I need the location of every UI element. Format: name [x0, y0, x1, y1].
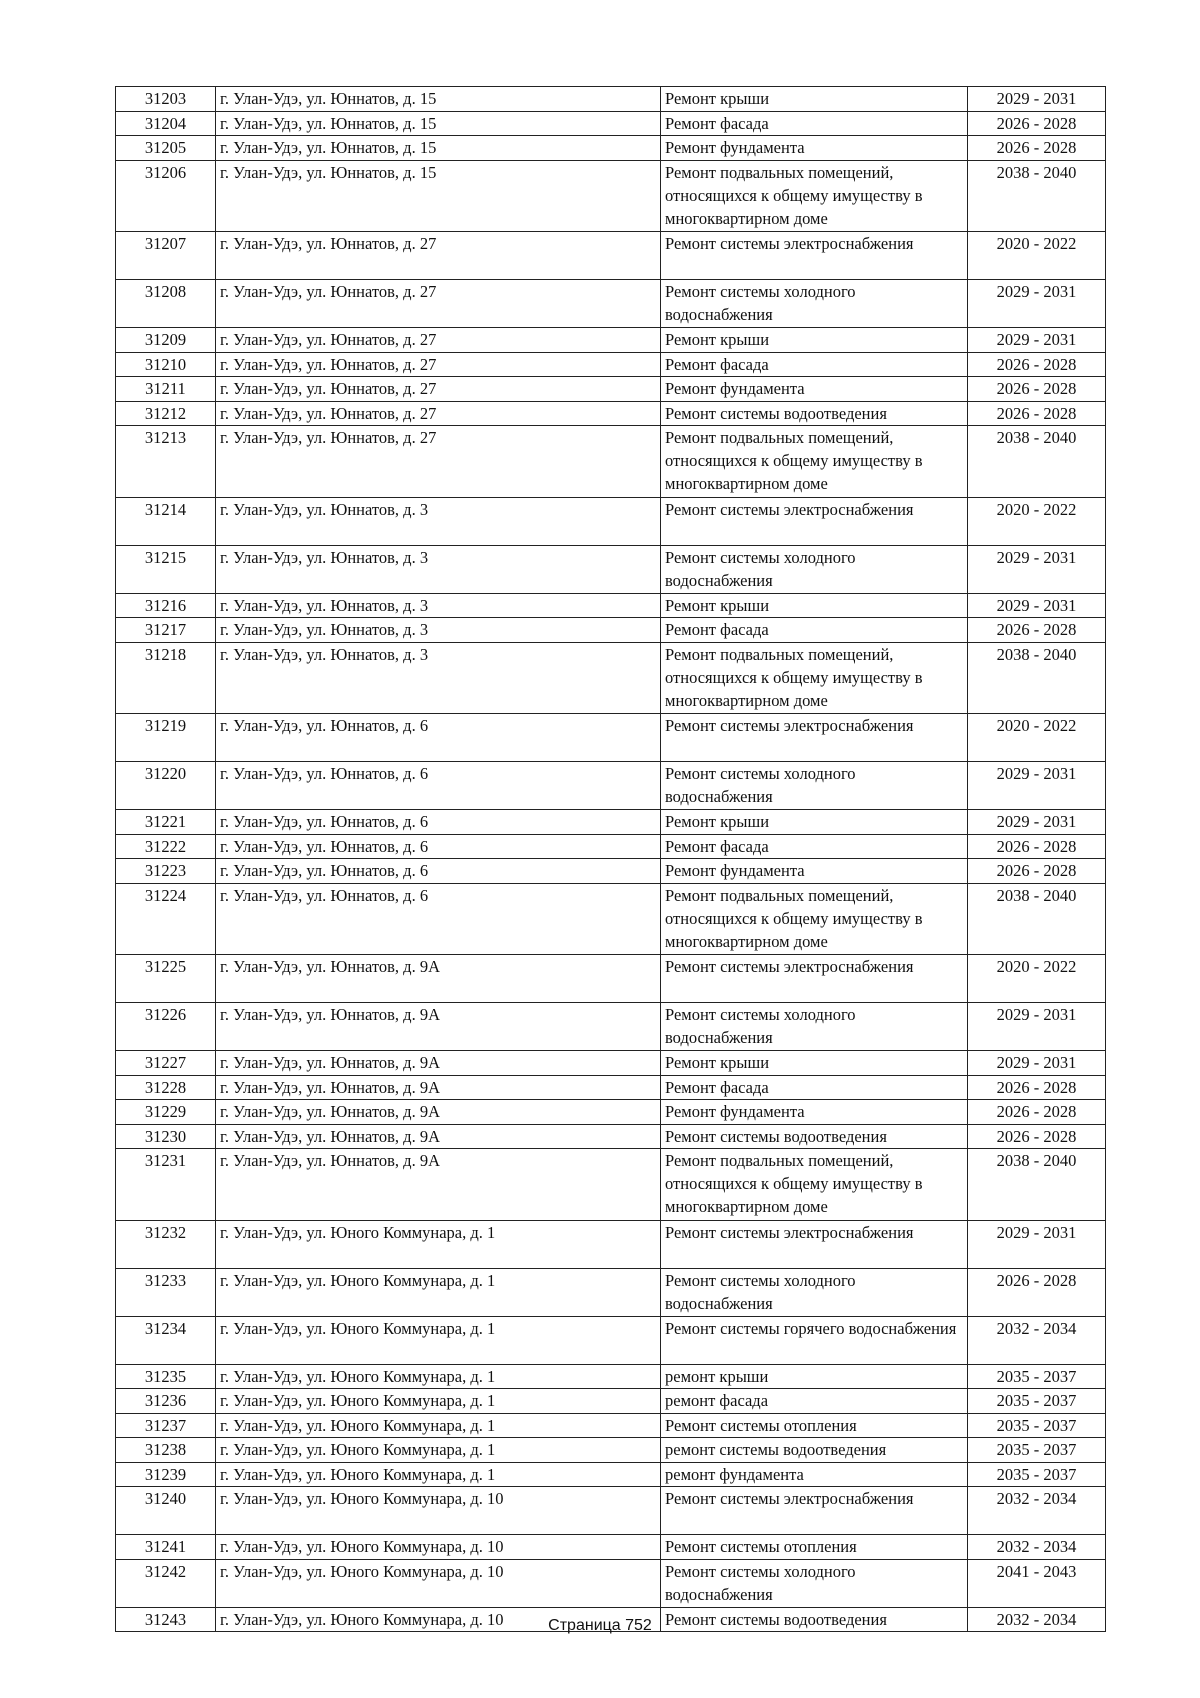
table-row	[116, 762, 1106, 810]
row-number-cell: 31229	[116, 1100, 216, 1125]
work-type-cell: Ремонт системы отопления	[661, 1535, 968, 1560]
row-number-cell: 31208	[116, 280, 216, 328]
table-row	[116, 1075, 1106, 1100]
row-number-cell: 31242	[116, 1559, 216, 1607]
period-cell: 2026 - 2028	[968, 834, 1106, 859]
table-row	[116, 136, 1106, 161]
row-number-cell: 31206	[116, 160, 216, 232]
work-type-cell: ремонт системы водоотведения	[661, 1438, 968, 1463]
address-cell: г. Улан-Удэ, ул. Юннатов, д. 9А	[216, 1003, 661, 1051]
period-cell: 2035 - 2037	[968, 1462, 1106, 1487]
address-cell: г. Улан-Удэ, ул. Юннатов, д. 9А	[216, 955, 661, 1003]
address-cell: г. Улан-Удэ, ул. Юного Коммунара, д. 1	[216, 1438, 661, 1463]
work-type-cell: ремонт крыши	[661, 1364, 968, 1389]
work-type-cell: Ремонт крыши	[661, 810, 968, 835]
address-cell: г. Улан-Удэ, ул. Юннатов, д. 3	[216, 497, 661, 545]
row-number-cell: 31224	[116, 883, 216, 955]
address-cell: г. Улан-Удэ, ул. Юннатов, д. 15	[216, 136, 661, 161]
address-cell: г. Улан-Удэ, ул. Юннатов, д. 9А	[216, 1100, 661, 1125]
row-number-cell: 31232	[116, 1220, 216, 1268]
row-number-cell: 31214	[116, 497, 216, 545]
address-cell: г. Улан-Удэ, ул. Юннатов, д. 27	[216, 232, 661, 280]
row-number-cell: 31222	[116, 834, 216, 859]
period-cell: 2026 - 2028	[968, 352, 1106, 377]
address-cell: г. Улан-Удэ, ул. Юннатов, д. 15	[216, 160, 661, 232]
period-cell: 2026 - 2028	[968, 1100, 1106, 1125]
work-type-cell: Ремонт крыши	[661, 1051, 968, 1076]
address-cell: г. Улан-Удэ, ул. Юннатов, д. 3	[216, 545, 661, 593]
row-number-cell: 31234	[116, 1316, 216, 1364]
period-cell: 2035 - 2037	[968, 1413, 1106, 1438]
table-row	[116, 642, 1106, 714]
table-row	[116, 352, 1106, 377]
row-number-cell: 31213	[116, 426, 216, 498]
address-cell: г. Улан-Удэ, ул. Юннатов, д. 3	[216, 618, 661, 643]
row-number-cell: 31216	[116, 593, 216, 618]
table-row	[116, 834, 1106, 859]
row-number-cell: 31240	[116, 1487, 216, 1535]
table-row	[116, 280, 1106, 328]
row-number-cell: 31230	[116, 1124, 216, 1149]
work-type-cell: ремонт фасада	[661, 1389, 968, 1414]
table-row	[116, 1462, 1106, 1487]
address-cell: г. Улан-Удэ, ул. Юннатов, д. 6	[216, 714, 661, 762]
row-number-cell: 31237	[116, 1413, 216, 1438]
work-type-cell: Ремонт крыши	[661, 593, 968, 618]
address-cell: г. Улан-Удэ, ул. Юного Коммунара, д. 1	[216, 1389, 661, 1414]
address-cell: г. Улан-Удэ, ул. Юннатов, д. 3	[216, 593, 661, 618]
row-number-cell: 31241	[116, 1535, 216, 1560]
address-cell: г. Улан-Удэ, ул. Юного Коммунара, д. 1	[216, 1462, 661, 1487]
work-type-cell: Ремонт системы холодного водоснабжения	[661, 1268, 968, 1316]
work-type-cell: Ремонт подвальных помещений, относящихся к общему имуществу в многоквартирном доме	[661, 883, 968, 955]
table-row	[116, 232, 1106, 280]
table-row	[116, 111, 1106, 136]
work-type-cell: Ремонт крыши	[661, 328, 968, 353]
table-row	[116, 1149, 1106, 1221]
address-cell: г. Улан-Удэ, ул. Юннатов, д. 6	[216, 883, 661, 955]
period-cell: 2026 - 2028	[968, 618, 1106, 643]
address-cell: г. Улан-Удэ, ул. Юннатов, д. 6	[216, 762, 661, 810]
row-number-cell: 31235	[116, 1364, 216, 1389]
period-cell: 2026 - 2028	[968, 111, 1106, 136]
address-cell: г. Улан-Удэ, ул. Юннатов, д. 27	[216, 352, 661, 377]
work-type-cell: Ремонт системы электроснабжения	[661, 1220, 968, 1268]
period-cell: 2038 - 2040	[968, 883, 1106, 955]
period-cell: 2026 - 2028	[968, 401, 1106, 426]
period-cell: 2032 - 2034	[968, 1535, 1106, 1560]
work-type-cell: Ремонт фасада	[661, 352, 968, 377]
period-cell: 2029 - 2031	[968, 328, 1106, 353]
table-row	[116, 1559, 1106, 1607]
row-number-cell: 31239	[116, 1462, 216, 1487]
work-type-cell: Ремонт системы электроснабжения	[661, 1487, 968, 1535]
work-type-cell: Ремонт системы горячего водоснабжения	[661, 1316, 968, 1364]
row-number-cell: 31220	[116, 762, 216, 810]
table-row	[116, 1124, 1106, 1149]
capital-repair-table	[115, 86, 1106, 1632]
address-cell: г. Улан-Удэ, ул. Юннатов, д. 15	[216, 111, 661, 136]
address-cell: г. Улан-Удэ, ул. Юннатов, д. 9А	[216, 1124, 661, 1149]
address-cell: г. Улан-Удэ, ул. Юного Коммунара, д. 10	[216, 1607, 661, 1632]
table-row	[116, 328, 1106, 353]
period-cell: 2029 - 2031	[968, 545, 1106, 593]
address-cell: г. Улан-Удэ, ул. Юннатов, д. 9А	[216, 1051, 661, 1076]
address-cell: г. Улан-Удэ, ул. Юного Коммунара, д. 10	[216, 1535, 661, 1560]
work-type-cell: ремонт фундамента	[661, 1462, 968, 1487]
period-cell: 2026 - 2028	[968, 377, 1106, 402]
address-cell: г. Улан-Удэ, ул. Юного Коммунара, д. 1	[216, 1268, 661, 1316]
address-cell: г. Улан-Удэ, ул. Юннатов, д. 27	[216, 280, 661, 328]
work-type-cell: Ремонт системы холодного водоснабжения	[661, 1559, 968, 1607]
period-cell: 2029 - 2031	[968, 593, 1106, 618]
address-cell: г. Улан-Удэ, ул. Юннатов, д. 27	[216, 377, 661, 402]
address-cell: г. Улан-Удэ, ул. Юннатов, д. 3	[216, 642, 661, 714]
row-number-cell: 31223	[116, 859, 216, 884]
row-number-cell: 31225	[116, 955, 216, 1003]
work-type-cell: Ремонт крыши	[661, 87, 968, 112]
work-type-cell: Ремонт системы водоотведения	[661, 1124, 968, 1149]
period-cell: 2020 - 2022	[968, 714, 1106, 762]
row-number-cell: 31218	[116, 642, 216, 714]
address-cell: г. Улан-Удэ, ул. Юного Коммунара, д. 10	[216, 1487, 661, 1535]
period-cell: 2038 - 2040	[968, 160, 1106, 232]
address-cell: г. Улан-Удэ, ул. Юннатов, д. 9А	[216, 1075, 661, 1100]
table-row	[116, 1220, 1106, 1268]
address-cell: г. Улан-Удэ, ул. Юннатов, д. 9А	[216, 1149, 661, 1221]
period-cell: 2026 - 2028	[968, 1124, 1106, 1149]
work-type-cell: Ремонт фундамента	[661, 377, 968, 402]
work-type-cell: Ремонт фундамента	[661, 1100, 968, 1125]
row-number-cell: 31204	[116, 111, 216, 136]
work-type-cell: Ремонт системы водоотведения	[661, 401, 968, 426]
period-cell: 2020 - 2022	[968, 232, 1106, 280]
address-cell: г. Улан-Удэ, ул. Юннатов, д. 6	[216, 834, 661, 859]
table-row	[116, 1051, 1106, 1076]
row-number-cell: 31205	[116, 136, 216, 161]
table-row	[116, 545, 1106, 593]
period-cell: 2041 - 2043	[968, 1559, 1106, 1607]
address-cell: г. Улан-Удэ, ул. Юннатов, д. 15	[216, 87, 661, 112]
work-type-cell: Ремонт системы холодного водоснабжения	[661, 762, 968, 810]
table-row	[116, 1364, 1106, 1389]
work-type-cell: Ремонт подвальных помещений, относящихся к общему имуществу в многоквартирном доме	[661, 642, 968, 714]
period-cell: 2035 - 2037	[968, 1364, 1106, 1389]
work-type-cell: Ремонт фасада	[661, 111, 968, 136]
row-number-cell: 31231	[116, 1149, 216, 1221]
address-cell: г. Улан-Удэ, ул. Юннатов, д. 27	[216, 426, 661, 498]
row-number-cell: 31215	[116, 545, 216, 593]
period-cell: 2029 - 2031	[968, 280, 1106, 328]
work-type-cell: Ремонт системы электроснабжения	[661, 497, 968, 545]
work-type-cell: Ремонт системы холодного водоснабжения	[661, 280, 968, 328]
table-row	[116, 1413, 1106, 1438]
row-number-cell: 31209	[116, 328, 216, 353]
table-row	[116, 859, 1106, 884]
table-row	[116, 810, 1106, 835]
period-cell: 2038 - 2040	[968, 642, 1106, 714]
period-cell: 2032 - 2034	[968, 1316, 1106, 1364]
row-number-cell: 31207	[116, 232, 216, 280]
work-type-cell: Ремонт системы холодного водоснабжения	[661, 545, 968, 593]
table-row	[116, 1268, 1106, 1316]
row-number-cell: 31233	[116, 1268, 216, 1316]
row-number-cell: 31203	[116, 87, 216, 112]
address-cell: г. Улан-Удэ, ул. Юного Коммунара, д. 1	[216, 1220, 661, 1268]
table-body	[116, 87, 1106, 1632]
table-row	[116, 593, 1106, 618]
table-row	[116, 1535, 1106, 1560]
period-cell: 2020 - 2022	[968, 955, 1106, 1003]
period-cell: 2029 - 2031	[968, 1003, 1106, 1051]
table-row	[116, 497, 1106, 545]
address-cell: г. Улан-Удэ, ул. Юного Коммунара, д. 10	[216, 1559, 661, 1607]
period-cell: 2029 - 2031	[968, 810, 1106, 835]
page-number: Страница 752	[548, 1617, 652, 1634]
table-row	[116, 714, 1106, 762]
row-number-cell: 31212	[116, 401, 216, 426]
table-row	[116, 401, 1106, 426]
row-number-cell: 31228	[116, 1075, 216, 1100]
period-cell: 2032 - 2034	[968, 1487, 1106, 1535]
address-cell: г. Улан-Удэ, ул. Юннатов, д. 6	[216, 810, 661, 835]
row-number-cell: 31210	[116, 352, 216, 377]
address-cell: г. Улан-Удэ, ул. Юннатов, д. 6	[216, 859, 661, 884]
row-number-cell: 31219	[116, 714, 216, 762]
work-type-cell: Ремонт системы водоотведения	[661, 1607, 968, 1632]
work-type-cell: Ремонт подвальных помещений, относящихся к общему имуществу в многоквартирном доме	[661, 1149, 968, 1221]
row-number-cell: 31217	[116, 618, 216, 643]
period-cell: 2038 - 2040	[968, 1149, 1106, 1221]
period-cell: 2026 - 2028	[968, 1075, 1106, 1100]
table-row	[116, 1487, 1106, 1535]
work-type-cell: Ремонт подвальных помещений, относящихся к общему имуществу в многоквартирном доме	[661, 160, 968, 232]
table-row	[116, 1389, 1106, 1414]
document-page	[115, 86, 1105, 1632]
period-cell: 2029 - 2031	[968, 1220, 1106, 1268]
address-cell: г. Улан-Удэ, ул. Юного Коммунара, д. 1	[216, 1316, 661, 1364]
work-type-cell: Ремонт фасада	[661, 834, 968, 859]
work-type-cell: Ремонт системы электроснабжения	[661, 955, 968, 1003]
table-row	[116, 883, 1106, 955]
row-number-cell: 31226	[116, 1003, 216, 1051]
row-number-cell: 31221	[116, 810, 216, 835]
address-cell: г. Улан-Удэ, ул. Юного Коммунара, д. 1	[216, 1364, 661, 1389]
row-number-cell: 31243	[116, 1607, 216, 1632]
address-cell: г. Улан-Удэ, ул. Юннатов, д. 27	[216, 401, 661, 426]
period-cell: 2029 - 2031	[968, 87, 1106, 112]
work-type-cell: Ремонт фундамента	[661, 859, 968, 884]
period-cell: 2020 - 2022	[968, 497, 1106, 545]
period-cell: 2038 - 2040	[968, 426, 1106, 498]
table-row	[116, 1003, 1106, 1051]
work-type-cell: Ремонт подвальных помещений, относящихся к общему имуществу в многоквартирном доме	[661, 426, 968, 498]
work-type-cell: Ремонт фундамента	[661, 136, 968, 161]
period-cell: 2032 - 2034	[968, 1607, 1106, 1632]
period-cell: 2029 - 2031	[968, 762, 1106, 810]
row-number-cell: 31238	[116, 1438, 216, 1463]
table-row	[116, 1316, 1106, 1364]
work-type-cell: Ремонт системы электроснабжения	[661, 714, 968, 762]
period-cell: 2026 - 2028	[968, 136, 1106, 161]
row-number-cell: 31211	[116, 377, 216, 402]
table-row	[116, 618, 1106, 643]
work-type-cell: Ремонт фасада	[661, 1075, 968, 1100]
table-row	[116, 1438, 1106, 1463]
work-type-cell: Ремонт фасада	[661, 618, 968, 643]
table-row	[116, 426, 1106, 498]
table-row	[116, 1100, 1106, 1125]
period-cell: 2035 - 2037	[968, 1438, 1106, 1463]
table-row	[116, 955, 1106, 1003]
address-cell: г. Улан-Удэ, ул. Юннатов, д. 27	[216, 328, 661, 353]
period-cell: 2035 - 2037	[968, 1389, 1106, 1414]
address-cell: г. Улан-Удэ, ул. Юного Коммунара, д. 1	[216, 1413, 661, 1438]
table-row	[116, 377, 1106, 402]
work-type-cell: Ремонт системы отопления	[661, 1413, 968, 1438]
row-number-cell: 31236	[116, 1389, 216, 1414]
work-type-cell: Ремонт системы холодного водоснабжения	[661, 1003, 968, 1051]
table-row	[116, 87, 1106, 112]
period-cell: 2029 - 2031	[968, 1051, 1106, 1076]
row-number-cell: 31227	[116, 1051, 216, 1076]
table-row	[116, 160, 1106, 232]
work-type-cell: Ремонт системы электроснабжения	[661, 232, 968, 280]
period-cell: 2026 - 2028	[968, 1268, 1106, 1316]
period-cell: 2026 - 2028	[968, 859, 1106, 884]
